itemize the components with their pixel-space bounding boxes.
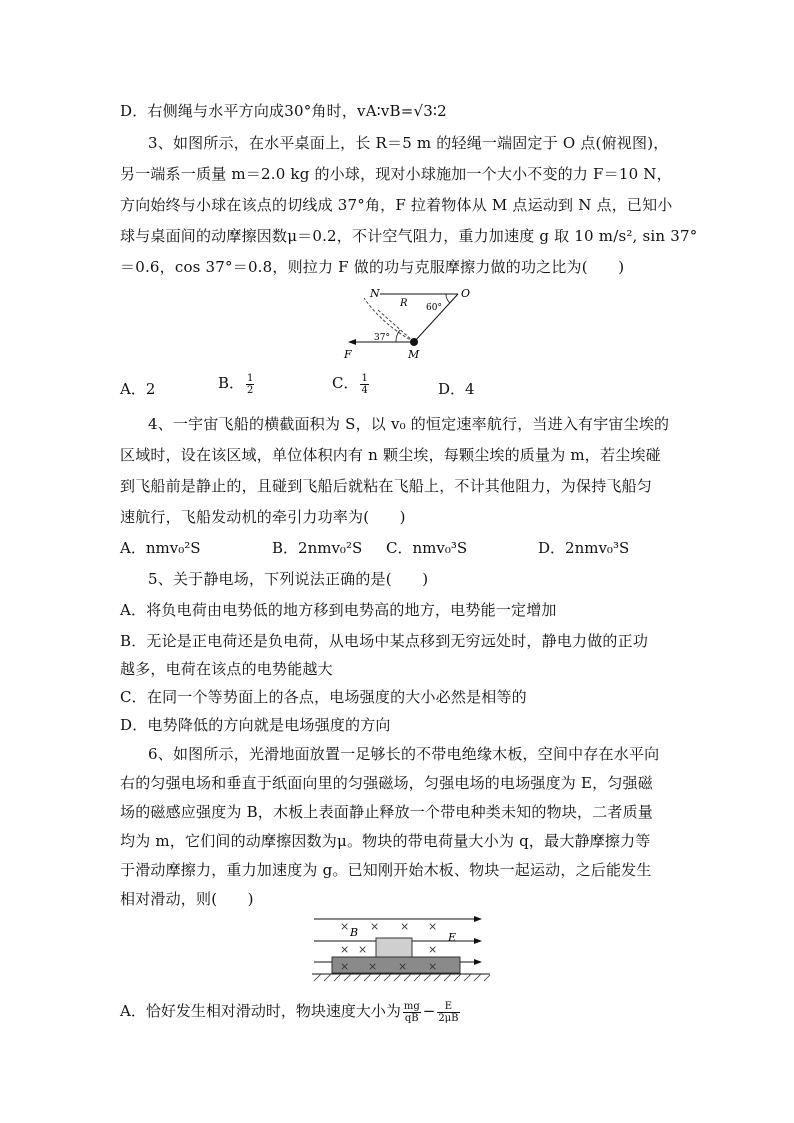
svg-text:×: × bbox=[400, 920, 410, 933]
q6-option-a-fraction-2 bbox=[437, 1001, 459, 1024]
fraction-numerator: 1 bbox=[247, 372, 254, 384]
q4-line-1: 4、一宇宙飞船的横截面积为 S，以 v₀ 的恒定速率航行，当进入有宇宙尘埃的 bbox=[148, 415, 670, 433]
q3-line-1: 3、如图所示，在水平桌面上，长 R＝5 m 的轻绳一端固定于 O 点(俯视图)， bbox=[148, 134, 669, 152]
q3-line-4: 球与桌面间的动摩擦因数μ＝0.2，不计空气阻力，重力加速度 g 取 10 m/s², sin 37° bbox=[120, 227, 698, 245]
minus-sign: − bbox=[422, 1002, 436, 1020]
label-o: O bbox=[461, 287, 470, 300]
label-e: E bbox=[448, 931, 457, 944]
q4-line-4: 速航行，飞船发动机的牵引力功率为( ) bbox=[120, 508, 406, 526]
q3-option-d: D．4 bbox=[438, 380, 475, 398]
fraction-numerator: E bbox=[437, 1001, 459, 1013]
svg-text:×: × bbox=[340, 943, 350, 956]
q6-line-2: 右的匀强电场和垂直于纸面向里的匀强磁场，匀强电场的电场强度为 E，匀强磁 bbox=[120, 774, 653, 792]
q3-line-3: 方向始终与小球在该点的切线成 37°角，F 拉着物体从 M 点运动到 N 点，已知小 bbox=[120, 196, 673, 214]
q5-option-c: C．在同一个等势面上的各点，电场强度的大小必然是相等的 bbox=[120, 688, 527, 706]
label-r: R bbox=[400, 298, 408, 309]
ball-m bbox=[410, 338, 418, 346]
line-o-m bbox=[414, 294, 458, 342]
svg-text:×: × bbox=[370, 920, 380, 933]
q6-line-1: 6、如图所示，光滑地面放置一足够长的不带电绝缘木板，空间中存在水平向 bbox=[148, 745, 660, 763]
q4-option-a: A．nmv₀²S bbox=[120, 539, 201, 557]
svg-text:×: × bbox=[340, 960, 350, 973]
force-arrowhead bbox=[348, 339, 356, 345]
board bbox=[332, 957, 460, 973]
q4-option-c: C．nmv₀³S bbox=[386, 539, 468, 557]
q3-option-a: A．2 bbox=[120, 380, 156, 398]
svg-text:×: × bbox=[398, 960, 408, 973]
q6-line-4: 均为 m，它们间的动摩擦因数为μ。物块的带电荷量大小为 q，最大静摩擦力等 bbox=[120, 832, 651, 850]
q3-option-b bbox=[218, 372, 256, 396]
q5-option-b-line-1: B．无论是正电荷还是负电荷，从电场中某点移到无穷远处时，静电力做的正功 bbox=[120, 632, 649, 650]
q5-option-d: D．电势降低的方向就是电场强度的方向 bbox=[120, 716, 391, 734]
q6-figure bbox=[306, 914, 496, 986]
fraction-denominator: 2 bbox=[247, 384, 254, 396]
ground-hatching bbox=[314, 974, 490, 981]
q6-option-a-fraction-1 bbox=[403, 1001, 421, 1024]
q6-option-a-text: A．恰好发生相对滑动时，物块速度大小为 bbox=[120, 1002, 401, 1020]
label-angle-37: 37° bbox=[374, 333, 390, 343]
svg-text:×: × bbox=[340, 920, 350, 933]
q3-option-c-prefix: C． bbox=[332, 374, 359, 392]
q3-line-5: ＝0.6，cos 37°＝0.8，则拉力 F 做的功与克服摩擦力做的功之比为( ) bbox=[120, 258, 625, 276]
fraction-denominator: 2μB bbox=[438, 1012, 459, 1024]
svg-text:×: × bbox=[358, 943, 368, 956]
q4-option-b: B．2nmv₀²S bbox=[272, 539, 363, 557]
fraction-denominator: qB bbox=[404, 1012, 419, 1024]
q6-line-3: 场的磁感应强度为 B，木板上表面静止释放一个带电种类未知的物块，二者质量 bbox=[120, 803, 653, 821]
q3-option-b-prefix: B． bbox=[218, 374, 245, 392]
fraction-numerator: 1 bbox=[361, 372, 368, 384]
label-m: M bbox=[408, 348, 420, 361]
q4-option-d: D．2nmv₀³S bbox=[538, 539, 630, 557]
q6-option-a bbox=[120, 1000, 462, 1024]
q3-line-2: 另一端系一质量 m＝2.0 kg 的小球，现对小球施加一个大小不变的力 F＝10 N， bbox=[120, 165, 672, 183]
label-b: B bbox=[350, 926, 359, 939]
block bbox=[376, 938, 412, 957]
label-f: F bbox=[344, 348, 352, 361]
q3-option-c bbox=[332, 372, 371, 396]
svg-text:×: × bbox=[428, 960, 438, 973]
svg-text:×: × bbox=[428, 920, 438, 933]
fraction-denominator: 4 bbox=[361, 384, 368, 396]
q3-option-c-fraction bbox=[360, 373, 368, 396]
q5-stem: 5、关于静电场，下列说法正确的是( ) bbox=[148, 570, 429, 588]
q6-line-6: 相对滑动，则( ) bbox=[120, 890, 254, 908]
q3-option-b-fraction bbox=[246, 373, 254, 396]
q4-line-3: 到飞船前是静止的，且碰到飞船后就粘在飞船上，不计其他阻力，为保持飞船匀 bbox=[120, 477, 653, 495]
q5-option-a: A．将负电荷由电势低的地方移到电势高的地方，电势能一定增加 bbox=[120, 601, 557, 619]
q3-figure bbox=[330, 284, 470, 366]
q4-line-2: 区域时，设在该区域，单位体积内有 n 颗尘埃，每颗尘埃的质量为 m，若尘埃碰 bbox=[120, 446, 661, 464]
q2-option-d: D．右侧绳与水平方向成30°角时，vA∶vB=√3∶2 bbox=[120, 102, 447, 120]
label-angle-60: 60° bbox=[426, 303, 442, 313]
label-n: N bbox=[370, 287, 380, 300]
svg-text:×: × bbox=[368, 960, 378, 973]
q6-line-5: 于滑动摩擦力，重力加速度为 g。已知刚开始木板、物块一起运动，之后能发生 bbox=[120, 861, 652, 879]
fraction-numerator: mg bbox=[403, 1000, 420, 1012]
q5-option-b-line-2: 越多，电荷在该点的电势能越大 bbox=[120, 660, 333, 678]
svg-text:×: × bbox=[428, 943, 438, 956]
